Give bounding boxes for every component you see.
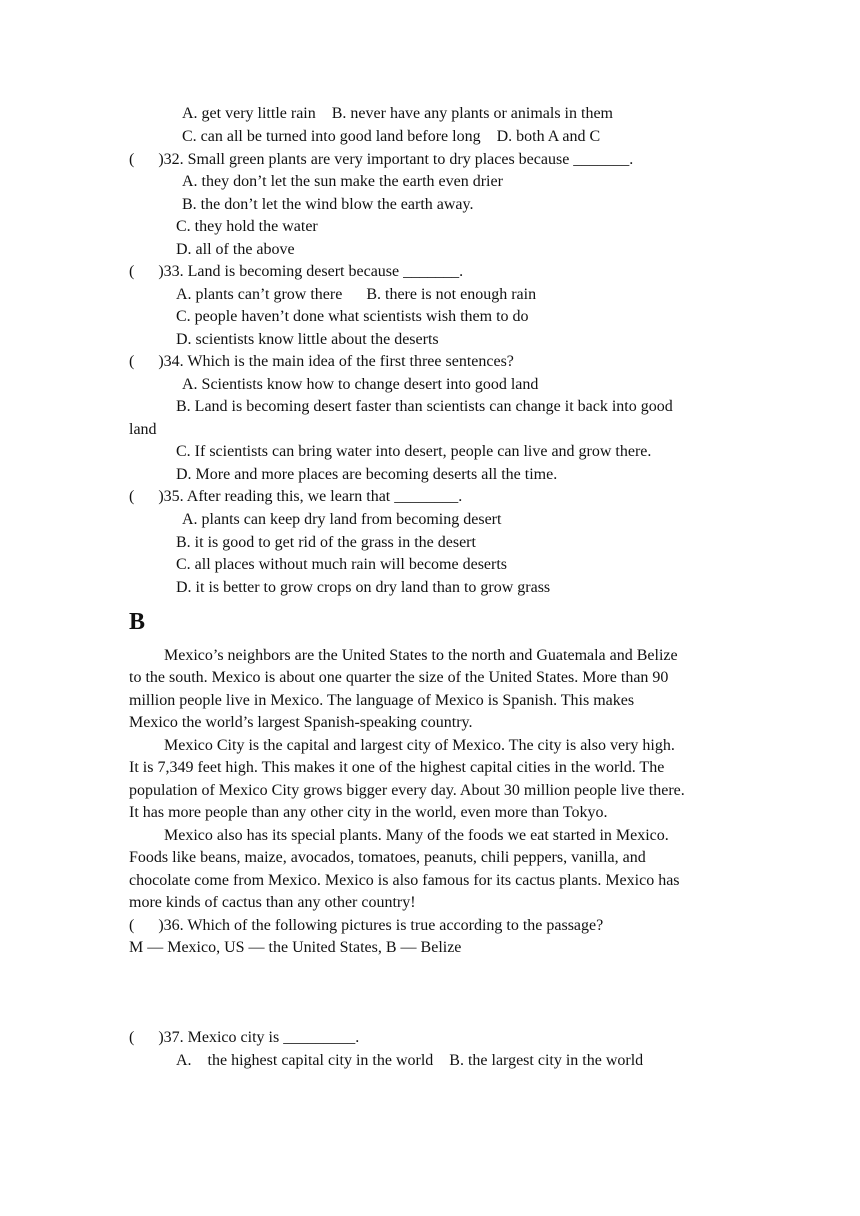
q34-option-c: C. If scientists can bring water into desert, people can live and grow there.	[176, 443, 652, 460]
passage-line: Mexico the world’s largest Spanish-speaking country.	[129, 714, 473, 731]
passage-line: Mexico’s neighbors are the United States to the north and Guatemala and Belize	[164, 647, 678, 664]
q35-option-b: B. it is good to get rid of the grass in the desert	[176, 534, 476, 551]
q33-option-c: C. people haven’t done what scientists wish them to do	[176, 308, 529, 325]
q36-stem: ( )36. Which of the following pictures is true according to the passage?	[129, 917, 604, 934]
q32-stem: ( )32. Small green plants are very important to dry places because _______.	[129, 151, 634, 168]
passage-line: population of Mexico City grows bigger every day. About 30 million people live there.	[129, 782, 685, 799]
q34-option-b-continued: land	[129, 421, 157, 438]
section-b-heading: B	[129, 609, 146, 635]
q37-stem: ( )37. Mexico city is _________.	[129, 1029, 360, 1046]
q34-option-d: D. More and more places are becoming deserts all the time.	[176, 466, 558, 483]
q35-stem: ( )35. After reading this, we learn that ________.	[129, 488, 463, 505]
q31-option-a-b: A. get very little rain B. never have any plants or animals in them	[182, 105, 613, 122]
q36-map-key: M — Mexico, US — the United States, B — Belize	[129, 939, 462, 956]
passage-line: It has more people than any other city in the world, even more than Tokyo.	[129, 804, 608, 821]
q35-option-c: C. all places without much rain will become deserts	[176, 556, 508, 573]
q32-option-d: D. all of the above	[176, 241, 295, 258]
passage-line: It is 7,349 feet high. This makes it one of the highest capital cities in the world. The	[129, 759, 665, 776]
passage-line: more kinds of cactus than any other country!	[129, 894, 416, 911]
passage-line: Mexico also has its special plants. Many of the foods we eat started in Mexico.	[164, 827, 669, 844]
q34-stem: ( )34. Which is the main idea of the first three sentences?	[129, 353, 514, 370]
q34-option-b: B. Land is becoming desert faster than scientists can change it back into good	[176, 398, 673, 415]
q35-option-a: A. plants can keep dry land from becoming desert	[182, 511, 502, 528]
q32-option-c: C. they hold the water	[176, 218, 318, 235]
q31-option-c-d: C. can all be turned into good land before long D. both A and C	[182, 128, 601, 145]
q33-option-a-b: A. plants can’t grow there B. there is not enough rain	[176, 286, 537, 303]
passage-line: to the south. Mexico is about one quarter the size of the United States. More than 90	[129, 669, 669, 686]
q32-option-a: A. they don’t let the sun make the earth even drier	[182, 173, 503, 190]
q32-option-b: B. the don’t let the wind blow the earth away.	[182, 196, 474, 213]
q37-option-a-b: A. the highest capital city in the world B. the largest city in the world	[176, 1052, 644, 1069]
q33-stem: ( )33. Land is becoming desert because _______.	[129, 263, 464, 280]
q35-option-d: D. it is better to grow crops on dry land than to grow grass	[176, 579, 551, 596]
passage-line: chocolate come from Mexico. Mexico is also famous for its cactus plants. Mexico has	[129, 872, 680, 889]
passage-line: million people live in Mexico. The language of Mexico is Spanish. This makes	[129, 692, 635, 709]
q34-option-a: A. Scientists know how to change desert into good land	[182, 376, 539, 393]
passage-line: Mexico City is the capital and largest city of Mexico. The city is also very high.	[164, 737, 675, 754]
q33-option-d: D. scientists know little about the deserts	[176, 331, 439, 348]
passage-line: Foods like beans, maize, avocados, tomatoes, peanuts, chili peppers, vanilla, and	[129, 849, 646, 866]
